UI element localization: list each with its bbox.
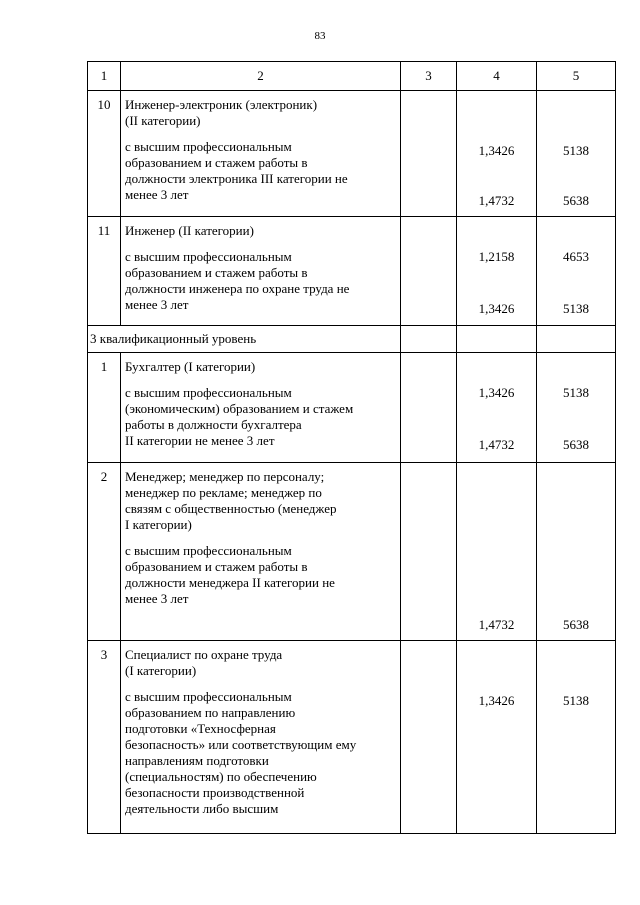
salary-value: 4653 — [563, 249, 589, 264]
title-line: Специалист по охране труда — [125, 647, 283, 662]
position-title — [121, 217, 400, 239]
empty-cell — [401, 463, 457, 641]
position-requirements — [121, 239, 400, 313]
desc-line: подготовки «Техносферная — [125, 721, 276, 736]
desc-line: с высшим профессиональным — [125, 385, 292, 400]
empty-cell — [401, 641, 457, 834]
empty-cell — [401, 217, 457, 326]
desc-line: менее 3 лет — [125, 297, 189, 312]
position-title — [121, 463, 400, 533]
table-row — [88, 217, 616, 326]
empty-cell — [401, 91, 457, 217]
position-title — [121, 353, 400, 375]
desc-line: с высшим профессиональным — [125, 543, 292, 558]
row-number: 2 — [88, 463, 121, 641]
desc-line: с высшим профессиональным — [125, 689, 292, 704]
coefficient-value: 1,2158 — [478, 249, 515, 264]
position-cell — [121, 217, 401, 326]
row-number: 11 — [88, 217, 121, 326]
position-cell — [121, 463, 401, 641]
desc-line: образованием по направлению — [125, 705, 296, 720]
empty-cell — [537, 326, 616, 353]
desc-line: должности электроника III категории не — [125, 171, 348, 186]
desc-line: (экономическим) образованием и стажем — [125, 401, 354, 416]
salary-value: 5138 — [563, 301, 589, 316]
empty-cell — [457, 326, 537, 353]
coefficient-value: 1,3426 — [478, 301, 515, 316]
salary-cell — [537, 641, 616, 834]
qualification-level-label: 3 квалификационный уровень — [90, 331, 257, 346]
title-line: (I категории) — [125, 663, 197, 678]
row-number: 3 — [88, 641, 121, 834]
table-row — [88, 91, 616, 217]
desc-line: менее 3 лет — [125, 591, 189, 606]
desc-line: (специальностям) по обеспечению — [125, 769, 317, 784]
header-cell: 1 — [88, 62, 121, 91]
salary-cell — [537, 353, 616, 463]
title-line: Инженер (II категории) — [125, 223, 254, 238]
desc-line: с высшим профессиональным — [125, 249, 292, 264]
salary-value: 5138 — [563, 385, 589, 400]
salary-cell — [537, 217, 616, 326]
page-number: 83 — [314, 30, 326, 42]
position-requirements — [121, 679, 400, 817]
position-requirements — [121, 533, 400, 607]
position-title — [121, 641, 400, 679]
desc-line: образованием и стажем работы в — [125, 265, 308, 280]
title-line: (II категории) — [125, 113, 201, 128]
qualification-level-row — [88, 326, 616, 353]
coefficient-value: 1,3426 — [478, 693, 515, 708]
coefficient-value: 1,3426 — [478, 143, 515, 158]
desc-line: должности инженера по охране труда не — [125, 281, 350, 296]
position-requirements — [121, 129, 400, 203]
salary-cell — [537, 463, 616, 641]
coefficient-value: 1,4732 — [478, 193, 515, 208]
coefficient-cell — [457, 353, 537, 463]
coefficient-value: 1,3426 — [478, 385, 515, 400]
empty-cell — [401, 326, 457, 353]
salary-value: 5138 — [563, 143, 589, 158]
desc-line: деятельности либо высшим — [125, 801, 279, 816]
coefficient-cell — [457, 463, 537, 641]
position-cell — [121, 641, 401, 834]
table-row — [88, 641, 616, 834]
desc-line: с высшим профессиональным — [125, 139, 292, 154]
salary-value: 5638 — [563, 437, 589, 452]
header-cell: 2 — [121, 62, 401, 91]
salary-cell — [537, 91, 616, 217]
desc-line: образованием и стажем работы в — [125, 155, 308, 170]
salary-value: 5638 — [563, 193, 589, 208]
header-cell: 3 — [401, 62, 457, 91]
title-line: Бухгалтер (I категории) — [125, 359, 256, 374]
position-cell — [121, 91, 401, 217]
desc-line: II категории не менее 3 лет — [125, 433, 275, 448]
row-number: 10 — [88, 91, 121, 217]
desc-line: образованием и стажем работы в — [125, 559, 308, 574]
salary-value: 5138 — [563, 693, 589, 708]
header-cell: 5 — [537, 62, 616, 91]
title-line: связям с общественностью (менеджер — [125, 501, 337, 516]
row-number: 1 — [88, 353, 121, 463]
salary-value: 5638 — [563, 617, 589, 632]
title-line: Менеджер; менеджер по персоналу; — [125, 469, 325, 484]
desc-line: безопасности производственной — [125, 785, 305, 800]
desc-line: менее 3 лет — [125, 187, 189, 202]
coefficient-value: 1,4732 — [478, 617, 515, 632]
desc-line: безопасность» или соответствующим ему — [125, 737, 357, 752]
header-row — [88, 62, 616, 91]
qualification-level — [88, 326, 401, 353]
desc-line: работы в должности бухгалтера — [125, 417, 302, 432]
header-cell: 4 — [457, 62, 537, 91]
title-line: I категории) — [125, 517, 192, 532]
coefficient-value: 1,4732 — [478, 437, 515, 452]
position-title — [121, 91, 400, 129]
title-line: менеджер по рекламе; менеджер по — [125, 485, 322, 500]
position-cell — [121, 353, 401, 463]
coefficient-cell — [457, 217, 537, 326]
empty-cell — [401, 353, 457, 463]
position-requirements — [121, 375, 400, 449]
coefficient-cell — [457, 641, 537, 834]
coefficient-cell — [457, 91, 537, 217]
title-line: Инженер-электроник (электроник) — [125, 97, 318, 112]
desc-line: должности менеджера II категории не — [125, 575, 335, 590]
salary-table — [87, 61, 616, 834]
desc-line: направлениям подготовки — [125, 753, 269, 768]
table-row — [88, 463, 616, 641]
table-row — [88, 353, 616, 463]
